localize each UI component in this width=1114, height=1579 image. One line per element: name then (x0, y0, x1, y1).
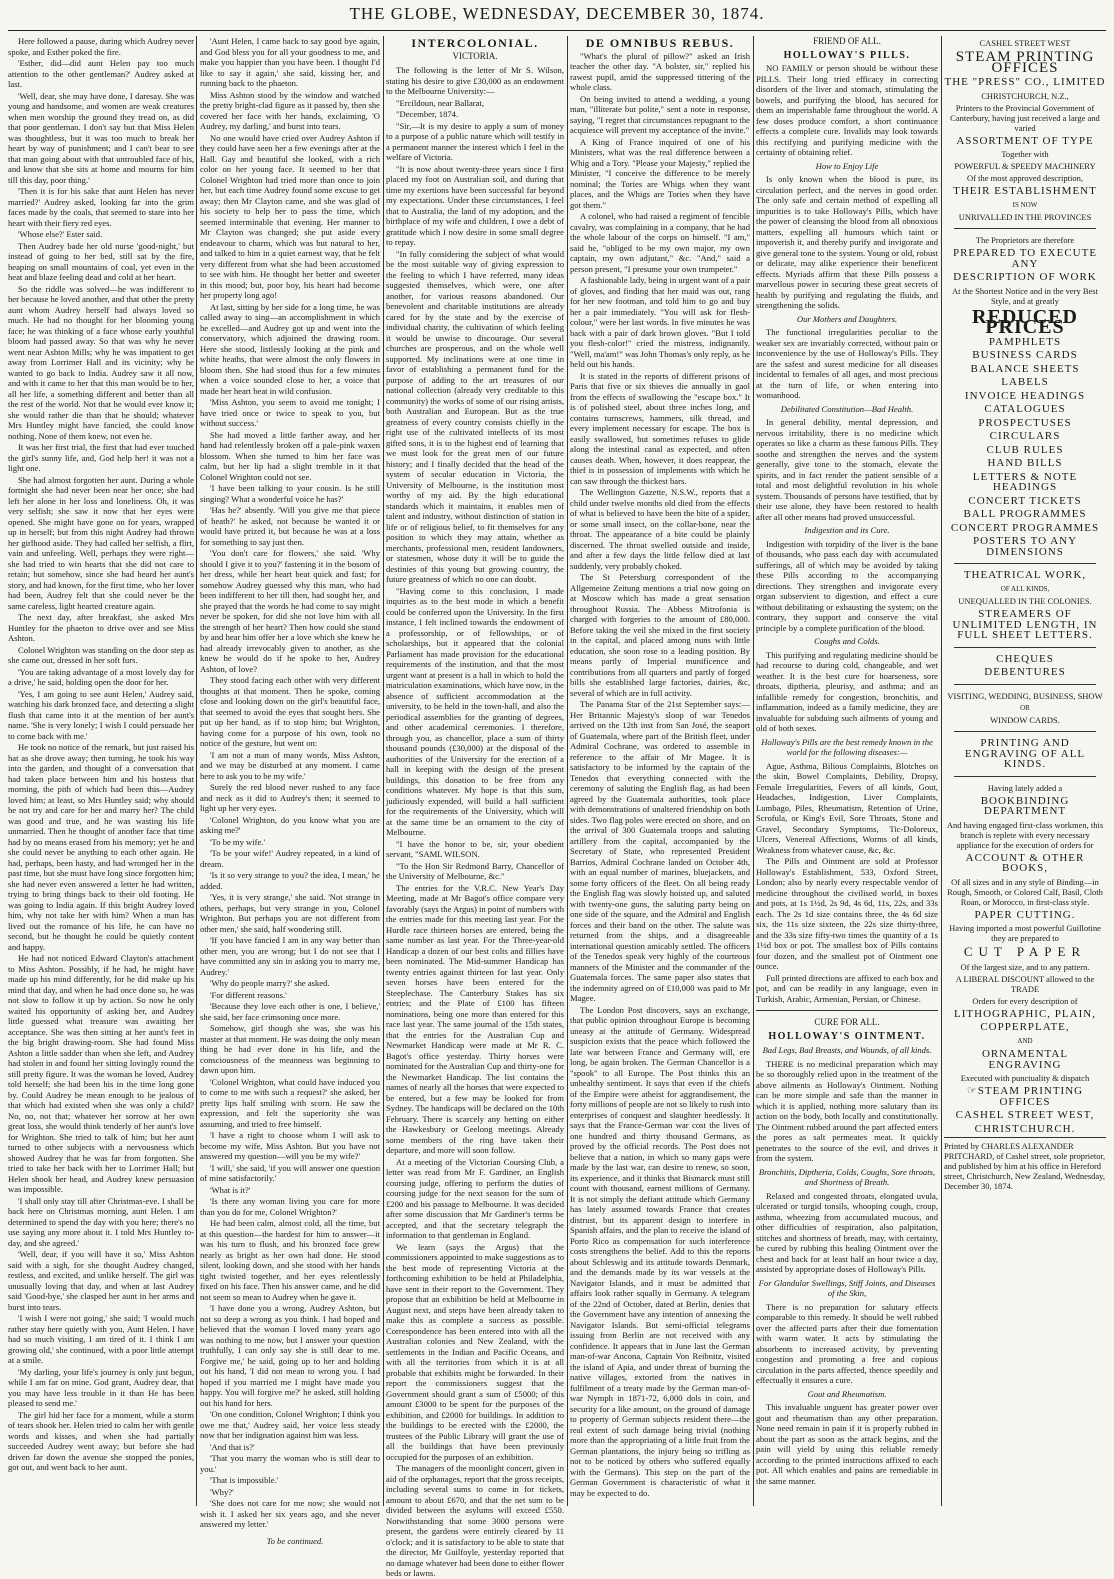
paragraph: Here followed a pause, during which Audrey never spoke, and Esther poked the fire. (8, 36, 194, 57)
ad-line: UNRIVALLED IN THE PROVINCES (958, 212, 1092, 222)
ad-line: THE "PRESS" CO., LIMITED (944, 76, 1106, 88)
paragraph: 'I am not a man of many words, Miss Ashton, and we may be disturbed at any moment. I came here to ask you to be my wife.' (200, 749, 380, 781)
section-text: Ague, Asthma, Bilious Complaints, Blotches on the skin, Bowel Complaints, Debility, Dropsy, Female Irregularities, Fevers of all kinds, Gout, Headaches, Indigestion, Liver Complaints, Lumbago, Piles, Rheumatism, Retention of Urine, Scrofula, or King's Evil, Sore Throats, Stone and Gravel, Secondary Symptoms, Tic-Doloreux, Ulcers, Venereal Affections, Worms of all kinds, Weakness from whatever cause, &c, &c. (756, 760, 938, 855)
service-list (944, 337, 1106, 558)
paragraph: It is stated in the reports of different prisons of Paris that five or six thieves die annually in gaol from the effects of swallowing the "escape box." It is of polished steel, about three inches long, and contains turnscrews, hammers, silk thread, and every implement necessary for escape. The box is easily swallowed, but sometimes refuses to glide along the intestinal canal as expected, and often causes death. When, however, it does reappear, the thief is in possession of implements with which he can saw through the thickest bars. (570, 370, 750, 486)
paragraph: 'On one condition, Colonel Wrighton; I think you owe me that,' Audrey said, her voice less steady now that her indignation against him was less. (200, 1409, 380, 1440)
section-text: There is no preparation for salutary effects comparable to this remedy. It should be well rubbed over the affected parts after their due fomentation with warm water. It acts by stimulating the absorbents to increased activity, by preventing congestion and promoting a free and copious circulation in the parts affected, thence speedily and effectually it ensures a cure. (756, 1301, 938, 1385)
paragraph: "What's the plural of pillow?" asked an Irish teacher the other day. "A bolster, sir," replied his rawest pupil, amid the suppressed tittering of the whole class. (570, 50, 750, 92)
ad-line: Having imported a most powerful Guillotine they are prepared to (949, 923, 1101, 943)
service-item: INVOICE HEADINGS (964, 389, 1086, 402)
paragraph: So the riddle was solved—he was indifferent to her because he loved another, and that other the pretty aunt whom Audrey herself had always loved so much. He had no thought for her blooming young face; he was thinking of a face whose early youthful bloom had passed away. So that was why he never went near Ashton Mills; why he was impatient to get away from Lorrimer Hall and its vicinity; why he wanted to go back to India. Audrey saw it all now, and with it came to her that this man would be to her, all her life, a something different and better than all the rest of the world. Not that he would ever know it; she would rather die than that he should; whatever Mrs Huntley might have fancied, she could know nothing. None of them knew, not even he. (8, 283, 194, 441)
ad-line: OR (1020, 703, 1030, 712)
ad-line: BOOKBINDING DEPARTMENT (980, 794, 1070, 817)
paragraph: 'If you have fancied I am in any way better than other men, you are wrong; but I do not see that I have committed any sin in asking you to marry me, Audrey.' (200, 935, 380, 977)
paragraph: "December, 1874. (396, 109, 459, 119)
paragraph: 'Then it is for his sake that aunt Helen has never married?' Audrey asked, looking far into the grim faces made by the coals, that seemed to stare into her heart with their fiery red eyes. (8, 186, 194, 228)
paragraph: A colonel, who had raised a regiment of fencible cavalry, was complaining in a company, that he had the whole labour of the corps on himself. "I am," said he, "obliged to be my own major, my own captain, my own adjutant," &c. "And," said a person present, "I presume your own trumpeter." (570, 211, 750, 274)
paragraph: 'Colonel Wrighton, do you know what you are asking me?' (200, 814, 380, 835)
paragraph: 'I have done you a wrong, Audrey Ashton, but not so deep a wrong as you think. I had hoped and believed that the woman I loved many years ago was nothing to me now, but I answer your question truthfully, I can only say she is still dear to me. Forgive me,' he said, going up to her and holding out his hand, 'I did not mean to wrong you. I had hoped if you married me I might have made you happy. You will forgive me?' he asked, still holding out his hand for hers. (200, 1303, 380, 1408)
column-divider (567, 36, 568, 1506)
ad-rule (954, 731, 1096, 732)
paragraph: She had moved a little farther away, and her hand had relentlessly broken off a pale-pink waxen blossom. When she turned to him her face was calm, but her lip had a slight tremble in it that Colonel Wrighton could not see. (200, 429, 380, 482)
service-item: BUSINESS CARDS (972, 349, 1078, 361)
paragraph: 'I have a right to choose whom I will ask to become my wife, Miss Ashton. But you have not answered my question—will you be my wife?' (200, 1130, 380, 1161)
section-title: Holloway's Pills are the best remedy known in the world for the following diseases:— (761, 736, 933, 757)
printer-imprint: Printed by CHARLES ALEXANDER PRITCHARD, of Cashel street, sole proprietor, and published by him at his office in Hereford street, Christchurch, New Zealand, Wednesday, December 30, 1874. (944, 1137, 1106, 1191)
paragraph: 'You don't care for flowers,' she said. 'Why should I give it to you?' fastening it in the bosom of her dress, while her heart beat quick and fast; for somehow Audrey guessed why this man, who had been indifferent to her till then, had sought her, and she prayed that the words he had come to say might never be spoken, for did she not love him with all the strength of her heart? Then how could she stand by and hear him offer her a love which she knew he had already irrevocably given to another, as she knew he would do if he spoke to her, Audrey Ashton, of love? (200, 548, 380, 674)
paragraph: He had been calm, almost cold, all the time, but at this question—the hardest for him to answer—it was his turn to flush, and his bronzed face grew nearly as bright as her own had done. He stood silent, looking down, and she stood with her hands tight twisted together, and her eyes relentlessly fixed on his face. Then his answer came, and he did not seem so mean to Audrey when he gave it. (200, 1218, 380, 1302)
ad-line: ORNAMENTAL ENGRAVING (981, 1048, 1069, 1071)
ad-separator (756, 1010, 938, 1011)
section-heading: INTERCOLONIAL. (411, 36, 539, 50)
paragraph: At last, sitting by her side for a long time, he was called away to sing—an accomplishment in which he excelled—and Audrey got up and went into the conservatory, which adjoined the drawing room. Here she stood, listlessly looking at the pink and white heaths, that were almost the only flowers in bloom then. She had stood thus for a few minutes when a voice sounded close to her, a voice that made her heart beat in wild confusion. (200, 301, 380, 396)
section-title: Our Mothers and Daughters. (796, 313, 898, 324)
paragraph: 'Is it so very strange to you? the idea, I mean,' he added. (200, 870, 380, 891)
ad-line: POWERFUL & SPEEDY MACHINERY (954, 161, 1096, 171)
ad-line: Orders for every description of (972, 995, 1078, 1006)
paragraph: 'She does not care for me now; she would not wish it. I asked her six years ago, and she never answered my letter.' (200, 1498, 380, 1529)
service-item: LABELS (1001, 376, 1049, 388)
story-paragraphs (200, 36, 380, 1530)
ad-line: STEAM PRINTING OFFICES (955, 49, 1095, 76)
ad-rule (954, 776, 1096, 777)
service-item: PAMPHLETS (988, 335, 1062, 348)
paragraph: Surely the red blood never rushed to any face and neck as it did to Audrey's then; it seemed to light up her very eyes. (200, 782, 380, 813)
section-text: The functional irregularities peculiar to the weaker sex are invariably corrected, without pain or inconvenience by the use of Holloway's Pills. They are the safest and surest medicine for all diseases incidental to females of all ages, and most precious at the turn of life, or when entering into womanhood. (756, 327, 938, 400)
paragraph: 'I will,' she said, 'if you will answer one question of mine satisfactorily.' (200, 1162, 380, 1183)
paragraph: 'To be my wife.' (210, 836, 265, 847)
ad-line: IS NOW (1012, 200, 1038, 209)
paragraph: 'Aunt Helen, I came back to say good bye again, and God bless you for all your goodness to me, and make you happier than you have been. I thought I'd like to say it again,' she said, kissing her, and running back to the phaeton. (200, 36, 380, 88)
paragraph: Colonel Wrighton was standing on the door step as she came out, dressed in her soft furs. (8, 644, 194, 665)
paragraph: 'What is it?' (210, 1184, 251, 1195)
paragraph: 'Because they love each other is one, I believe,' she said, her face crimsoning once more. (200, 1001, 380, 1022)
pills-sections (756, 161, 938, 1005)
paragraph: The following is the letter of Mr S. Wilson, stating his desire to give £30,000 as an endowment to the Melbourne University:— (386, 65, 564, 96)
paragraph: 'Whose else?' Ester said. (18, 229, 103, 239)
service-item: CLUB RULES (986, 443, 1064, 456)
ad-line: Of the largest size, and to any pattern. (960, 961, 1090, 972)
paragraph: A King of France inquired of one of his Ministers, what was the real difference between a Whig and a Tory. "Please your Majesty," replied the Minister, "I conceive the difference to be merely nominal; the Tories are Whigs when they want places, and the Whigs are Tories when they have got them." (570, 136, 750, 210)
ad-rule (954, 684, 1096, 685)
ad-line: WINDOW CARDS. (990, 715, 1060, 725)
ad-line: ACCOUNT & OTHER BOOKS, (965, 851, 1085, 874)
ad-subheading: Bad Legs, Bad Breasts, and Wounds, of all kinds. (762, 1045, 932, 1055)
ad-line: CASHEL STREET WEST (979, 38, 1071, 48)
column-divider (941, 36, 942, 1506)
paragraph: 'My darling, your life's journey is only just begun, while I am far on mine. God grant, Audrey dear, that you may have less trouble in it than He has been pleased to send me.' (8, 1366, 194, 1408)
service-item: LETTERS & NOTE HEADINGS (972, 470, 1078, 493)
ad-line: CASHEL STREET WEST, (955, 1109, 1095, 1121)
ad-line: ☞STEAM PRINTING OFFICES (966, 1085, 1084, 1108)
service-item: POSTERS TO ANY DIMENSIONS (972, 535, 1078, 558)
pills-intro (756, 63, 938, 158)
paragraph: "Ercildoun, near Ballarat, (396, 97, 484, 108)
ad-rule (954, 228, 1096, 229)
ointment-sections (756, 1167, 938, 1487)
paragraph: No one would have cried over Audrey Ashton if they could have seen her a few evenings after at the Hall. Gay and beautiful she looked, with a rich color on her young face. It seemed to her that Colonel Wrighton had tried more than once to join her, but each time Audrey found some excuse to get away; then Mr Clayton came, and she was glad of his society to help her to pass the time, which seemed interminable that evening. Her manner to Mr Clayton was changed; she put aside every endeavour to charm, which was but natural to her, and talked to him in a quiet earnest way, that he felt very different from what she had been accustomed to see with him. He thought her better and sweeter in this mood; but, poor boy, his heart had become her property long ago! (200, 132, 380, 300)
paragraph: NO FAMILY or person should be without these PILLS. Their long tried efficacy in correcting disorders of the liver and stomach, stimulating the bowels, and purifying the blood, has secured for them an imperishable fame throughout the world. A few doses produce comfort, a short continuance effects a complete cure. Invalids may look towards this rectifying and purifying medicine with the certainty of obtaining relief. (756, 63, 938, 157)
section-text: Full printed directions are affixed to each box and pot, and can be readily in any language, even in Turkish, Arabic, Armenian, Persian, or Chinese. (756, 972, 938, 1004)
paragraph: He had not noticed Edward Clayton's attachment to Miss Ashton. Possibly, if he had, he might have made up his mind differently, for he did make up his mind that day, and when he had once done so, he was not slow to follow it up by action. So now he only waited his opportunity of asking her, and Audrey little guessed what treasure was awaiting her acceptance. She was then sitting at her aunt's feet in the big bright drawing-room. She had found Miss Ashton a little sadder than when she left, and Audrey had stolen in and found her sitting lovingly round the still pretty figure. It was the woman he loved, Audrey told herself; she had been his in the time long gone by. Could Audrey be mean enough to be jealous of that which had existed when she was only a child? No, no, not that; whatever her sorrow at her own great loss, she would think tenderly of her aunt's love for Wrighton. She tried to talk of him; but her aunt turned to other subjects with a nervousness which showed Audrey that he was far from forgotten. She tried to take her back with her to Lorrimer Hall; but Helen shook her head, and Audrey knew persuasion was impossible. (8, 953, 194, 1194)
column-divider (196, 36, 197, 1506)
ad-line: AND (1017, 1036, 1033, 1045)
ad-line: Executed with punctuality & dispatch (960, 1073, 1090, 1083)
section-text: This purifying and regulating medicine should be had recourse to during cold, changeable, and wet weather. It is the best cure for hoarseness, sore throats, diptheria, pleurisy, and asthma; and an infallible remedy for congestion, bronchitis, and inflammation, indeed as a family medicine, they are invaluable for subduing such ailments of young and old of both sexes. (756, 649, 938, 733)
ad-line: PREPARED TO EXECUTE ANY (952, 247, 1098, 270)
service-item: BALL PROGRAMMES (963, 508, 1087, 520)
paragraph: They stood facing each other with very different thoughts at that moment. Then he spoke, coming close and looking down on the girl's beautiful face, that seemed to avoid the eyes that sought hers. She put up her hand, as if to stop him; but Wrighton, having come for a purpose of his own, took no notice of the gesture, but went on: (200, 675, 380, 748)
paragraph: "Having come to this conclusion, I made inquiries as to the best mode in which a benefit could be conferred upon the University. In the first instance, I felt inclined towards the endowment of a professorship, or of fellowships, or of scholarships, but it appeared that the colonial Parliament has made provision for the educational requirements of the institution, and that the most urgent want at present is a hall in which to hold the matriculation examinations, which have now, in the absence of sufficient accommodation at the university, to be held in the town-hall, and also the periodical assemblies for the granting of degrees, and other academical ceremonies. I therefore, through you, as chancellor, place a sum of thirty thousand pounds (£30,000) at the disposal of the authorities of the University for the erection of a hall in keeping with the design of the present buildings, this donation to be free from any conditions whatever. My hope is that this sum, judiciously expended, will build a hall sufficient for the requirements of the University, which will at the same time be an ornament to the city of Melbourne. (386, 585, 564, 837)
section-title: Gout and Rheumatism. (807, 1388, 887, 1399)
paragraph: "I have the honor to be, sir, your obedient servant, "SAML WILSON. (386, 838, 564, 859)
section-subheading: VICTORIA. (452, 50, 498, 61)
paragraph: 'Why do people marry?' she asked. (210, 978, 330, 988)
service-item: CATALOGUES (984, 403, 1066, 415)
paragraph: 'Is there any woman living you care for more than you do for me, Colonel Wrighton?' (200, 1196, 380, 1217)
masthead-rule (8, 30, 1106, 31)
paragraph: She had almost forgotten her aunt. During a whole fortnight she had never been near her once; she had left her alone in her loss and loneliness. Oh, it was very selfish; she saw it now that her eyes were opened. She might have gone on for years, wrapped up in herself; but from this night Audrey had thrown her girlhood aside. They had called her selfish, a flirt, vain and unfeeling. Well, perhaps they were right—she had tried to win hearts that she did not care to retain; but somehow, since she had heard her aunt's story, and had known, for the first time, who her lover had been, Audrey felt that she could never be the same careless, light hearted creature again. (8, 474, 194, 611)
section-title: Indigestion and its Cure. (804, 525, 890, 535)
ad-line: PAPER CUTTING. (974, 908, 1076, 921)
ad-line: CHRISTCHURCH. (974, 1122, 1076, 1135)
paragraph: On being invited to attend a wedding, a young man, "illiterate but polite," sent a note in response, saying, "I regret that circumstances repugnant to the acquiesce will prevent my acceptance of the invite." (570, 93, 750, 135)
paragraph: 'Esther, did—did aunt Helen pay too much attention to the other gentleman?' Audrey asked at last. (8, 58, 194, 89)
ad-line: STREAMERS OF UNLIMITED LENGTH, IN FULL SHEET LETTERS. (952, 608, 1098, 641)
ad-line: And having engaged first-class workmen, this branch is replete with every necessary appliance for the execution of orders for (946, 819, 1104, 850)
ad-line: CHRISTCHURCH, N.Z., (981, 90, 1069, 101)
paragraph: We learn (says the Argus) that the commissioners appointed to make suggestions as to the best mode of representing Victoria at the forthcoming exhibition to be held at Philadelphia, have sent in their report to the Government. They propose that an exhibition be held at Melbourne in August next, and steps have been already taken to make this as complete a success as possible. Correspondence has been entered into with all the Australian colonies and New Zealand, with the settlements in the Indian and Pacific Oceans, and with all the territories from which it is at all probable that exhibits might be forwarded. In their report the commissioners suggest that the Government should grant a sum of £5000; of this amount £3000 to be spent for the purposes of the exhibition, and £2000 for buildings. In addition to the buildings to be erected with the £2000, the trustees of the Public Library will grant the use of all the buildings that have been previously occupied for the purposes of an exhibition. (386, 1241, 564, 1462)
section-text: The Pills and Ointment are sold at Professor Holloway's Establishment, 533, Oxford Street, London; also by nearly every respectable vendor of medicine throughout the civilised world, in boxes and pots, at 1s 1½d, 2s 9d, 4s 6d, 11s, 22s, and 33s each. The 2s 1d size contains three, the 4s 6d size six, the 11s size sixteen, the 22s size thirty-three, and the 33s size fifty-two times the quantity of a 1s 1½d box or pot. The smallest box of Pills contains four dozen, and the smallest pot of Ointment one ounce. (756, 856, 938, 971)
service-item: CONCERT PROGRAMMES (950, 521, 1100, 534)
service-item: BALANCE SHEETS (970, 362, 1080, 375)
paragraph: At a meeting of the Victorian Coursing Club, a letter was read from Mr F. Gardiner, an English coursing judge, offering to perform the duties of coursing judge for the next season for the sum of £200 and his passage to Melbourne. It was decided after some discussion that Mr Gardiner's terms be accepted, and that the secretary telegraph the information to that gentleman in England. (386, 1156, 564, 1240)
paragraph: The managers of the moonlight concert, given in aid of the orphanages, report that the gross receipts, including several sums to come in for tickets, amount to about £670, and that the net sum to be divided between the asylums will exceed £550. Notwithstanding that some 3000 persons were present, the gardens were entirely cleared by 11 o'clock; and it is satisfactory to be able to state that the director, Mr Guilfoyle, yesterday reported that no damage whatever had been done to either flower beds or lawns. (386, 1463, 565, 1578)
paragraph: 'For different reasons.' (210, 989, 287, 1000)
ad-line: OF ALL KINDS, (1000, 584, 1050, 593)
ad-line: Of all sizes and in any style of Binding—in Rough, Smooth, or Colored Calf, Basil, Cloth Roan, or Morocco, in first-class style. (947, 876, 1103, 907)
paragraph: "In fully considering the subject of what would be the most suitable way of giving expression to the feeling to which I have referred, many ideas suggested themselves, which were, one after another, for various reasons abandoned. Our benevolent and charitable institutions are already cared for by the state and by the exercise of individual charity, the cultivation of which feeling it would be unwise to discourage. Our several churches are prosperous, and on the whole well supported. My inclinations were at one time in favor of establishing a permanent fund for the purpose of adding to the art treasures of our national collection (already very creditable to this community) the works of some of our rising artists, both Australian and European. But as the true greatness of every country consists chiefly in the right use of the cultivated intellects of its most gifted sons, it is to the highest end of learning that we must look for the great men of our future history; and I finally decided that the head of the system of secular education in Victoria, the University of Melbourne, is the institution most worthy of my aid. By the high educational standards which it maintains, it enables men of talent and industry, without distinction of station in life or of religious belief, to fit themselves for any position to which they may attain, whether as merchants, professional men, resident landowners, or statesmen, whose duty it will be to guide the destinies of this young but growing country, the future greatness of which no one can doubt. (386, 248, 564, 584)
holloway-ads-column (756, 36, 938, 1506)
ad-line: CUT PAPER (963, 944, 1087, 959)
section-title: Coughs and Colds. (814, 636, 880, 646)
paragraph: 'I have been talking to your cousin. Is he still singing? What a wonderful voice he has?' (200, 483, 380, 504)
ad-line: ASSORTMENT OF TYPE (956, 134, 1094, 147)
ad-line: Having lately added a (987, 782, 1063, 793)
ad-line: LITHOGRAPHIC, PLAIN, (954, 1007, 1096, 1020)
paragraph: Somehow, girl though she was, she was his master at that moment. He was doing the only mean thing he had ever done in his life, and the consciousness of the meanness was beginning to dawn upon him. (200, 1023, 380, 1075)
ad-line: REDUCED PRICES (972, 305, 1078, 338)
paragraph: 'Why?' (210, 1486, 234, 1497)
service-item: PROSPECTUSES (978, 416, 1072, 429)
ad-line: VISITING, WEDDING, BUSINESS, SHOW (947, 690, 1103, 701)
section-text: Is only known when the blood is pure, its circulation perfect, and the nerves in good order. The only safe and certain method of expelling all impurities is to take Holloway's Pills, which have the power of cleansing the blood from all obnoxious matters, expelling all humours which taint or impoverish it, and thereby purify and invigorate and give general tone to the system. Young or old, robust or delicate, may alike experience their beneficent effects. Myriads affirm that these Pills possess a marvellous power in securing these great secrets of health by purifying and regulating the fluids, and strengthening the solids. (756, 174, 938, 310)
miscellany-paragraphs (570, 51, 750, 1499)
ad-rule (954, 647, 1096, 648)
paragraph: 'To be your wife!' Audrey repeated, in a kind of dream. (200, 848, 380, 869)
paragraph: The London Post discovers, says an exchange, that public opinion throughout Europe is becoming uneasy at the attitude of Germany. Widespread suspicion exists that the peace which followed the late war between France and Germany will, ere long, be again broken. The German Chancellor is a "spook" to all Europe. The Post thinks this an unhealthy sentiment. It says that even if the chiefs of the Empire were atheist for aggrandisement, the forty millions of people are not so likely to rush into enterprises of conquest and slaughter heedlessly. It says that the France-German war cost the lives of one hundred and thirty thousand Germans, as proved by the official records. The Post does not believe that a nation, in which so many gaps were made by the last war, can desire to renew, so soon, its experience, and it thinks that Bismarck must still count with thousand, earnest millions of Germany. It is not simply the defiant attitude which Germany has lately assumed towards France that creates distrust, but its apparent design to interfere in Spanish affairs, and the plan to receive the island of Porto Rico as compensation for such interference costs strengthens the belief. Add to this the reports about Schleswig and its attitude towards Denmark, and the demands made by its war vessels at the Navigator Islands, and it must be admitted that affairs look rather squally in Germany. A telegram of the 22nd of October, dated at Berlin, denies that the Government have any intention of annexing the Navigator Islands. But semi-official telegrams issuing from Berlin are not received with any confidence. It appears that in June last the German man-of-war Ancona, Captain Von Reibnitz, visited the island of Apia, and under threat of burning the native villages, extorted from the natives in fulfilment of a treaty made by the German man-of-war Nymph in 1871-72, 6,000 dols in coin, and security for a like amount, on the ground of damage to property of German subjects resident there—the real extent of such damage being trivial (nothing more than the appropriating of a little fruit from the German plantations, the injury being so trifling as not to be noticed by others who suffered equally with the Germans). This step on the part of the German Government is characteristic of what it may be expected to do. (570, 1004, 750, 1498)
paragraph: A fashionable lady, being in urgent want of a pair of gloves, and finding that her maid was out, rang for her new footman, and told him to go and buy her a pair immediately. "You will ask for flesh-colour," were her last words. In five minutes he was back with a pair of dark brown gloves. "But I told you flesh-color!" cried the mistress, indignantly. "Well, ma'am!" was John Thomas's only reply, as he held out his hands. (570, 275, 750, 369)
ad-rule (954, 563, 1096, 564)
service-item: CIRCULARS (989, 430, 1061, 442)
ad-heading: HOLLOWAY'S PILLS. (783, 49, 911, 61)
to-be-continued: To be continued. (266, 1535, 324, 1546)
paragraph: "Sir,—It is my desire to apply a sum of money to a purpose of a public nature which will testify in a permanent manner the interest which I feel in the welfare of Victoria. (386, 120, 564, 162)
paragraph: 'And that is?' (210, 1441, 255, 1452)
paragraph: 'You are taking advantage of a most lovely day for a drive,' he said, holding open the door for her. (8, 666, 194, 687)
paragraph: The entries for the V.R.C. New Year's Day Meeting, made at Mr Bagot's office compare very favorably (says the Argus) in point of numbers with the entries made for this meeting last year. For the Hurdle race thirteen horses are entered, being the same number as last year. For the Three-year-old Handicap a dozen of our best colts and fillies have been nominated. The Mid-summer Handicap has twenty entries against thirteen for last year. Only seven horses have been entered for the Steeplechase. The Canterbury Stakes has six entries; and the Plate of £100 has fifteen nominations, being one more than entered for this race last year. The same journal of the 15th states, that the entries for the Australian Cup and Newmarket Handicap were made at Mr R. C. Bagot's office yesterday. Thirty horses were nominated for the Australian Cup and thirty-one for the Newmarket Handicap. The list contains the names of nearly all the horses that were expected to be entered, but a few may be looked for from Sydney. The handicaps will be declared on the 10th February. There is scarcely any betting on either the Hawkesbury or Geelong meetings. Already some members of the ring have taken their departure, and more will soon follow. (386, 882, 564, 1155)
ad-line: Together with (1001, 149, 1049, 159)
paragraph: It was her first trial, the first that had ever touched the girl's sunny life, and, God help her! it was not a light one. (8, 442, 194, 473)
section-text: In general debility, mental depression, and nervous irritability, there is no medicine which operates so like a charm as these famous Pills. They soothe and strengthen the nerves and the system generally, give tone to the stomach, elevate the spirits, and in fact render the patient sensible of a total and most delightful revolution in his whole system. Thousands of persons have testified, that by their use alone, they have been restored to health after all other means had proved unsuccessful. (756, 417, 938, 522)
ointment-intro (756, 1059, 938, 1164)
paragraph: 'I shall only stay till after Christmas-eve. I shall be back here on Christmas morning, aunt Helen. I am determined to spend the day with you here; there's no use saying any more about it. I told Mrs Huntley to-day, and she agreed.' (8, 1195, 194, 1248)
story-paragraphs (8, 36, 194, 1473)
ad-line: Of the most approved description, (967, 173, 1083, 183)
paragraph: 'Has he?' absently. 'Will you give me that piece of heath?' he asked, not because he wanted it or would have prized it, but because he was at a loss for something to say just then. (200, 505, 380, 547)
ad-line: DESCRIPTION OF WORK (953, 271, 1097, 283)
service-item: CONCERT TICKETS (968, 494, 1082, 507)
paragraph: 'Colonel Wrighton, what could have induced you to come to me with such a request?' she asked, her pretty lips half smiling with scorn. He saw the expression, and felt the superiority she was assuming, and tried to free himself. (200, 1076, 380, 1129)
section-text: Indigestion with torpidity of the liver is the bane of thousands, who pass each day with accumulated sufferings, all of which may be avoided by taking these Pills according to the accompanying directions. They strengthen and invigorate every organ subservient to digestion, and effect a cure without debilitating or exhausting the system; on the contrary, they support and conserve the vital principle by a complete purification of the blood. (756, 538, 938, 633)
ad-line: THEIR ESTABLISHMENT (953, 185, 1097, 197)
ad-line: COPPERPLATE, (980, 1021, 1070, 1033)
paragraph: He took no notice of the remark, but just raised his hat as she drove away; then turning, he took his way into the garden, and thought of a conversation that had taken place between him and his hostess that morning, the pith of which had been this—Audrey loved him; at least, so Mrs Huntley said; why should he not try and care for her and marry her? The child was good and true, and he was wasting his life unmarried. Then he thought of another face that time had by no means erased from his memory; yet he and she could never be anything to each other again. He had, perhaps, been hasty, and had wronged her in the past time, but she must have long since forgotten him; she had never even answered a letter he had written, trying to bring things back to their old footing. He was going to India again. If this bright Audrey loved him, why not take her with him? When a man has lived out the romance of his life, he can have no second, but he thought he could be quietly content and happy. (8, 742, 195, 952)
ad-line: CHEQUES (996, 652, 1054, 665)
paragraph: 'Yes, I am going to see aunt Helen,' Audrey said, watching his dark bronzed face, and detecting a slight flush that came into it at the mention of her aunt's name. 'She is very lonely; I wish I could persuade her to come back with me.' (8, 688, 194, 741)
paragraph: 'That is impossible.' (210, 1475, 279, 1485)
ad-title: CURE FOR ALL. (814, 1017, 880, 1027)
serial-story-continued-column (200, 36, 380, 1546)
paragraph: 'Well, dear, if you will have it so,' Miss Ashton said with a sigh, for she thought Audrey changed, restless, and excited, and unlike herself. The girl was unusually loving that day, and when at last Audrey said 'Good-bye,' she clasped her aunt in her arms and burst into tears. (8, 1249, 194, 1312)
ad-heading: HOLLOWAY'S OINTMENT. (768, 1030, 926, 1042)
ad-line: Printers to the Provincial Government of Canterbury, having just received a large and varied (950, 102, 1100, 133)
intercolonial-paragraphs (386, 65, 564, 1579)
section-title: For Glandular Swellings, Stiff Joints, and Diseases of the Skin, (758, 1277, 936, 1298)
paragraph: 'Miss Ashton, you seem to avoid me tonight; I have tried once or twice to speak to you, but without success.' (200, 397, 380, 428)
paragraph: The girl hid her face for a moment, while a storm of tears shook her. Helen tried to calm her with gentle words and kisses, and when she had partially succeeded Audrey went away; but before she had driven far down the avenue she stopped the ponies, got out, and went back to her aunt. (8, 1409, 194, 1472)
printing-office-ad-column (944, 36, 1106, 1506)
ad-line: DEBENTURES (984, 666, 1066, 678)
paragraph: "It is now about twenty-three years since I first placed my foot on Australian soil, and during that time my exertions have been successful far beyond my expectations. Under these circumstances, I feel that to Australia, the land of my adoption, and the birthplace of my wife and children, I owe a debt of gratitude which I now desire in some small degree to repay. (386, 163, 564, 247)
ad-line: THEATRICAL WORK, (963, 569, 1087, 581)
ad-line: PRINTING AND ENGRAVING OF ALL KINDS. (964, 737, 1086, 770)
paragraph: Then Audrey bade her old nurse 'good-night,' but instead of going to her bed, still sat by the fire, heaping on small mountains of coal, yet even in the heat and blaze feeling dead and cold at her heart. (8, 240, 194, 282)
section-text: This invaluable unguent has greater power over gout and rheumatism than any other preparation. None need remain in pain if it is properly rubbed in about the part as soon as the attack begins, and the pain will yield by using this reliable remedy according to the printed instructions affixed to each pot. All which enables and pains are remediable in the same manner. (756, 1402, 938, 1486)
paragraph: The Panama Star of the 21st September says:—Her Britannic Majesty's sloop of war Tenedos arrived on the 12th inst from San José, the seaport of Guatemala, where part of the British fleet, under Admiral Cochrane, was ordered to assemble in reference to the affair of Mr Magee. It is satisfactory to be informed by the captain of the Tenedos that everything connected with the ceremony of saluting the English flag, as had been agreed by the Guatemala authorities, took place with demonstrations of unaltered friendship on both sides. Two flag poles were erected on shore, and on the arrival of 300 Guatemala troops and saluting artillery from the capital, accompanied by the Secretary of State, who represented President Barrios, Admiral Cochrane landed on October 4th, with an equal number of marines, bluejackets, and some forty officers of the fleet. On all being ready the English flag was slowly hoisted up, and saluted with twenty-one guns, the saluting party being on one side of the square, and the Admiral and English forces and their band on the other. The salute was returned from the ships, and a disagreeable international question amicably settled. The officers of the Tenedos speak very highly of the courteous manners of the Minister and the commander of the Guatemala forces. The same paper also states that the indemnity agreed on of £10,000 was paid to Mr Magee. (570, 699, 750, 1003)
service-item: HAND BILLS (987, 457, 1063, 469)
paragraph: 'Yes, it is very strange,' she said. 'Not strange in others, perhaps, but very strange in you, Colonel Wrighton. But perhaps you are not different from other men,' she said, half wondering still. (200, 892, 380, 934)
serial-story-column (8, 36, 194, 1506)
paragraph: Miss Ashton stood by the window and watched the pretty bright-clad figure as it passed by, then she covered her face with her hands, exclaiming, 'O Audrey, my darling,' and burst into tears. (200, 89, 380, 131)
ad-line: UNEQUALLED IN THE COLONIES. (958, 596, 1092, 606)
paragraph: "To the Hon Sir Redmond Barry, Chancellor of the University of Melbourne, &c." (386, 860, 564, 881)
paragraph: 'That you marry the woman who is still dear to you.' (200, 1453, 380, 1474)
section-text: Relaxed and congested throats, elongated uvula, ulcerated or turgid tonsils, whooping cough, croup, asthma, wheezing from accumulated mucous, and other difficulties of respiration, also palpitation, stitches and shortness of breath, may, with certainty, be cured by rubbing this healing Ointment over the chest and back for at least half an hour twice a day, assisted by appropriate doses of Holloway's Pills. (756, 1190, 938, 1274)
ad-line: At the Shortest Notice and in the very Best Style, and at greatly (952, 285, 1098, 306)
ad-line: A LIBERAL DISCOUNT allowed to the TRADE (955, 973, 1095, 994)
ad-title: FRIEND OF ALL. (813, 36, 881, 46)
section-title: How to Enjoy Life (815, 160, 879, 171)
column-divider (753, 36, 754, 1506)
paragraph: 'I wish I were not going,' she said; 'I would much rather stay here quietly with you, Aunt Helen. I have had so much visiting, I am tired of it. I think I am growing old,' she continued, with a poor little attempt at a smile. (8, 1313, 194, 1365)
paragraph: The Wellington Gazette, N.S.W., reports that a child under twelve months old died from the effects of what is believed to have been the bite of a spider, or some small insect, on the collar-bone, near the throat. The appearance of a bite could be plainly discerned. The throat swelled outside and inside, and after a few days the little fellow died at last suddenly, very probably choked. (570, 487, 750, 571)
paragraph: The next day, after breakfast, she asked Mrs Huntley for the phaeton to drive over and see Miss Ashton. (8, 612, 194, 643)
section-title: Bronchitis, Diptheria, Colds, Coughs, Sore throats, and Shortness of Breath. (758, 1166, 936, 1187)
paragraph: THERE is no medicinal preparation which may be so thoroughly relied upon in the treatment of the above ailments as Holloway's Ointment. Nothing can be more simple and safe than the manner in which it is applied, nothing more salutary than its action on the body, both locally and constitutionally. The Ointment rubbed around the part affected enters the pores as salt permeates meat. It quickly penetrates to the source of the evil, and drives it from the system. (756, 1058, 938, 1163)
paragraph: 'Well, dear, she may have done, I daresay. She was young and handsome, and women are weak creatures when men worship the ground they tread on, as did that poor gentleman. I don't say but that Miss Helen was thoughtless, but it was too much to break her heart by way of punishment; and I can't bear to see that man going about with that untroubled face of his, and know that she sits at home and mourns for him till this day, poor thing.' (8, 90, 194, 185)
masthead: THE GLOBE, WEDNESDAY, DECEMBER 30, 1874. (349, 4, 765, 23)
section-title: Debilitated Constitution—Bad Health. (780, 403, 914, 414)
ad-line: The Proprietors are therefore (975, 235, 1075, 245)
paragraph: The St Petersburg correspondent of the Allgemeine Zeitung mentions a trial now going on at Moscow which has made a great sensation throughout Russia. The Abbess Mitrofonia is charged with forgeries to the amount of £80,000. Before taking the veil she mixed in the first society in the capital, and placed among nuns with little education, she soon rose to a leading position. By means partly of Imperial munificence and contributions from all quarters and partly of forged bills she established large factories, dairies, &c, several of which are in full activity. (570, 572, 750, 698)
column-divider (383, 36, 384, 1506)
section-heading: DE OMNIBUS REBUS. (585, 36, 735, 50)
intercolonial-column (386, 36, 565, 1578)
de-omnibus-column (570, 36, 750, 1506)
